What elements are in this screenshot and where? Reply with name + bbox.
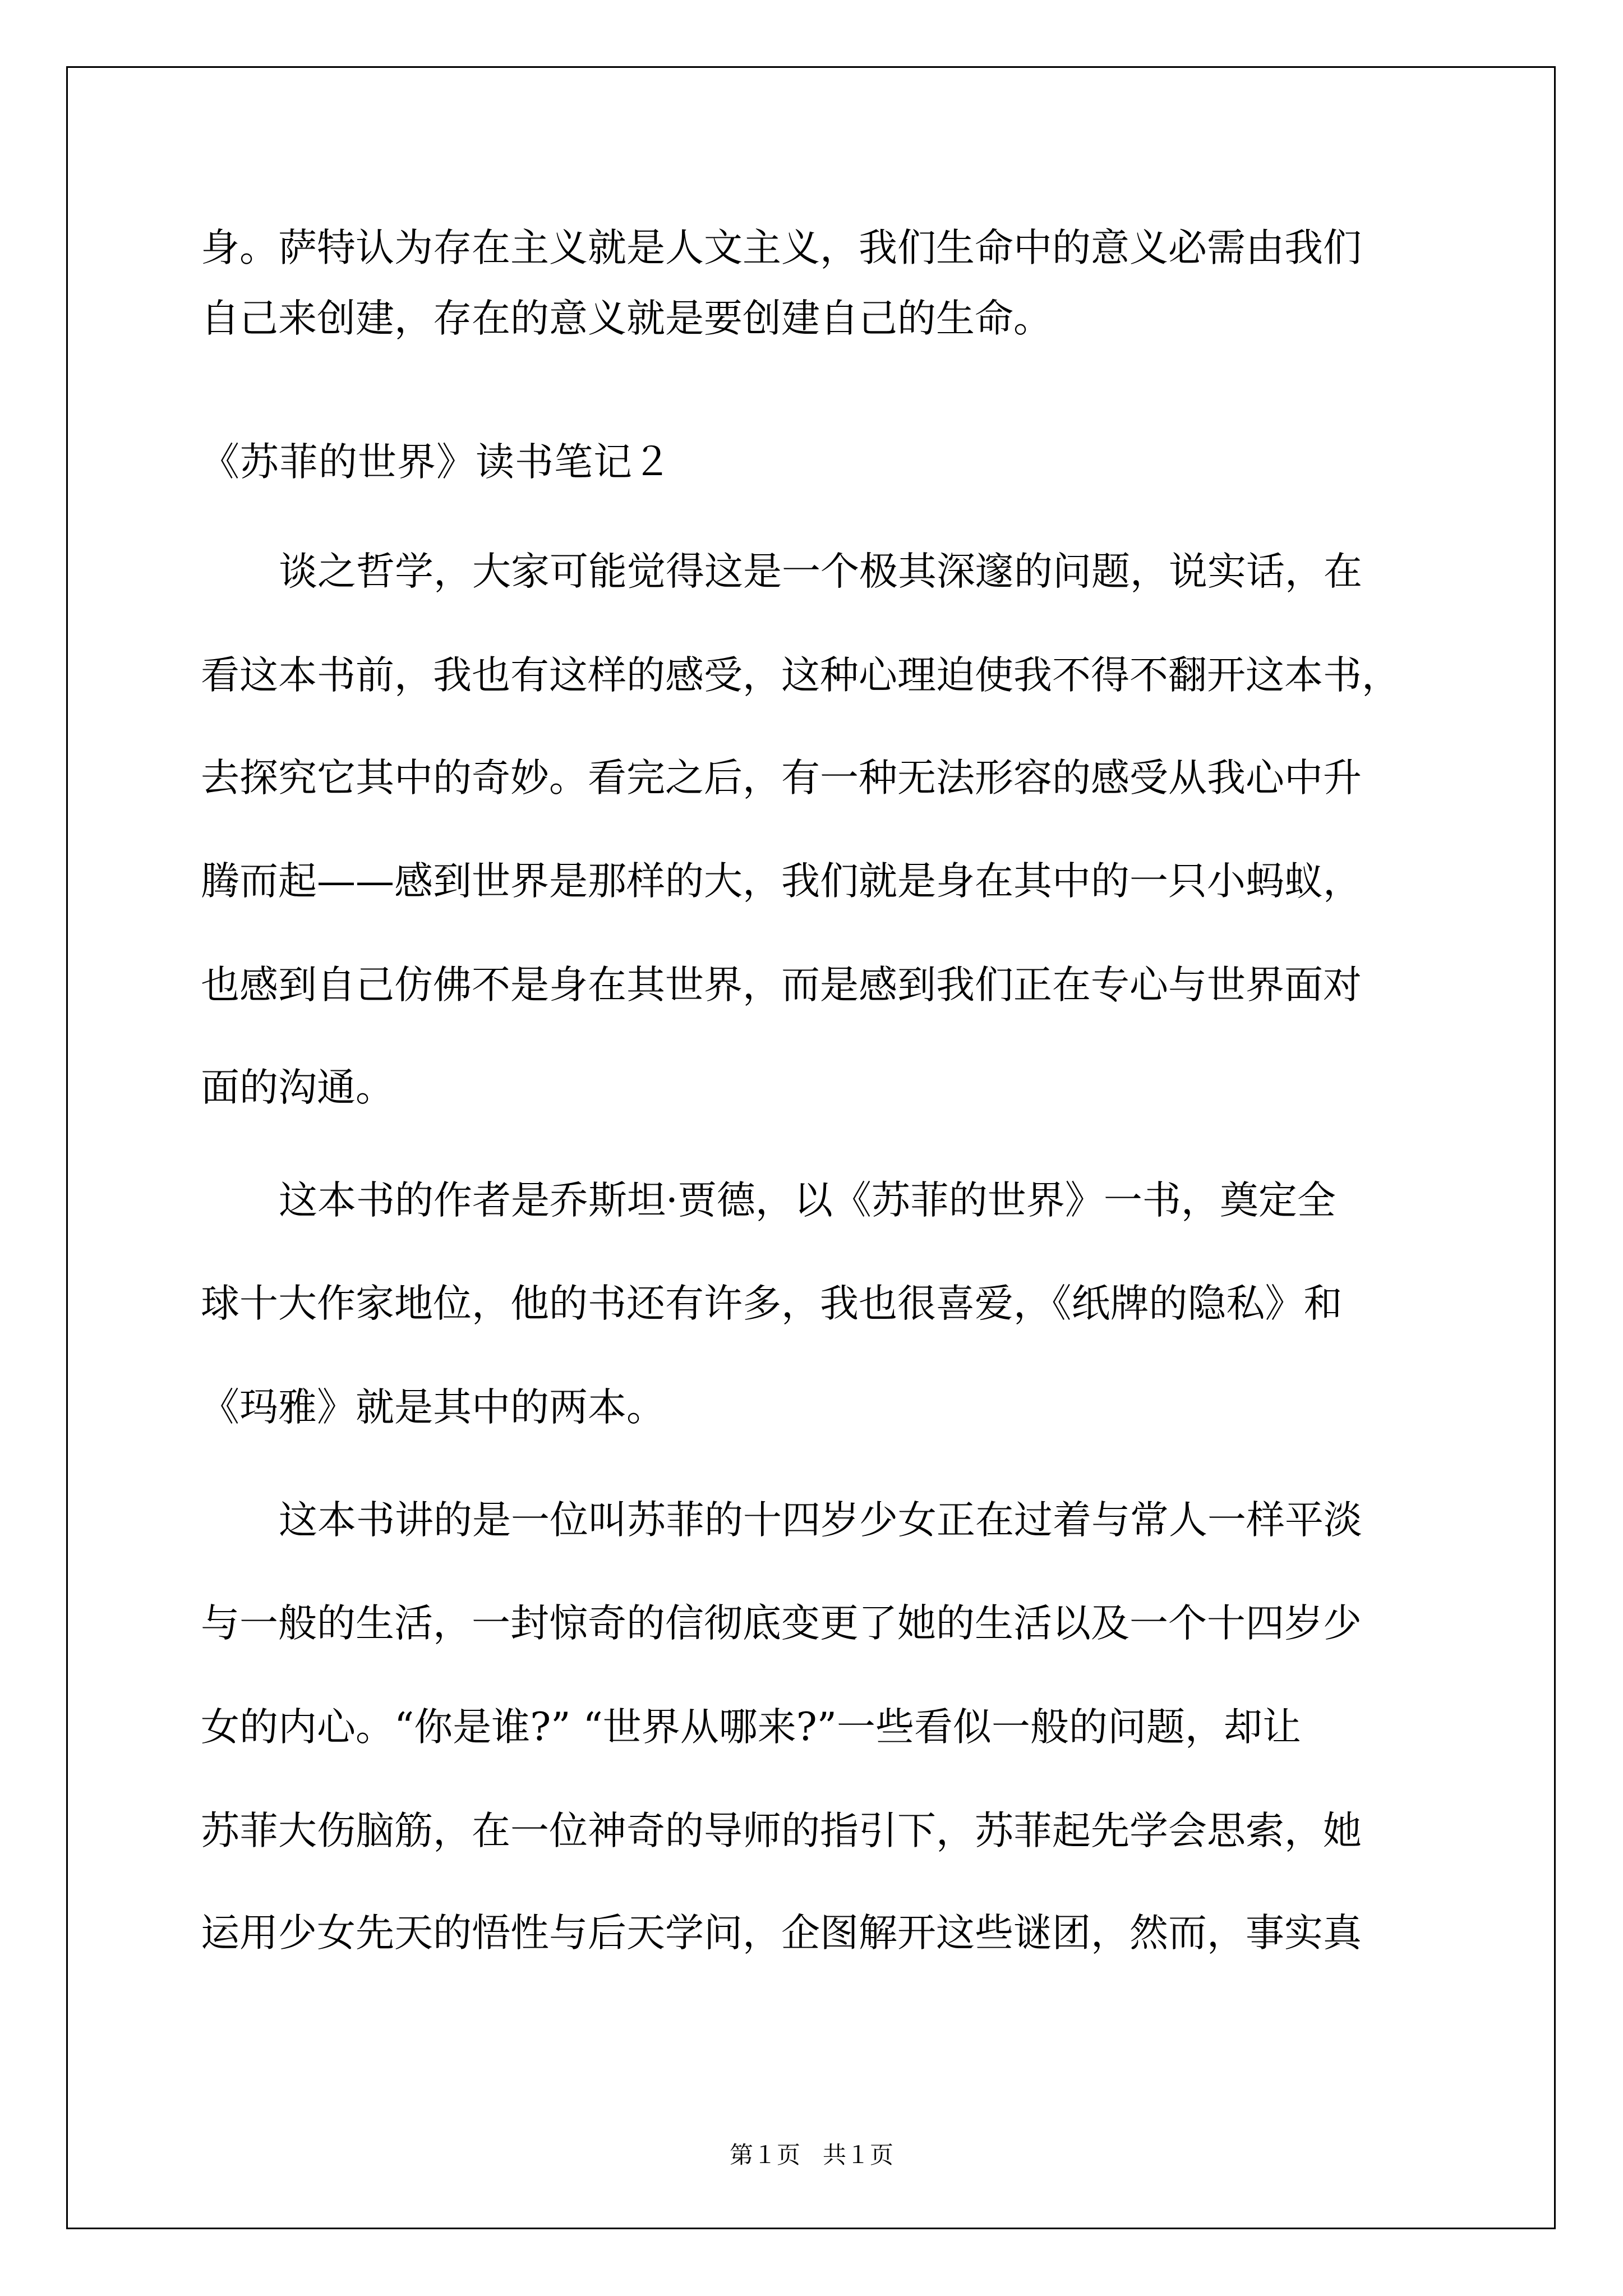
body-line: 《玛雅》就是其中的两本。 (201, 1385, 665, 1430)
body-line: 与一般的生活，一封惊奇的信彻底变更了她的生活以及一个十四岁少 (201, 1601, 1362, 1646)
body-line: 去探究它其中的奇妙。看完之后，有一种无法形容的感受从我心中升 (201, 756, 1362, 800)
paragraph-first-line: 这本书讲的是一位叫苏菲的十四岁少女正在过着与常人一样平淡 (279, 1498, 1362, 1543)
body-line: 面的沟通。 (201, 1065, 394, 1110)
body-line: 球十大作家地位，他的书还有许多，我也很喜爱，《纸牌的隐私》和 (201, 1281, 1343, 1326)
paragraph-first-line: 这本书的作者是乔斯坦·贾德，以《苏菲的世界》一书，奠定全 (279, 1178, 1336, 1223)
body-line: 运用少女先天的悟性与后天学问，企图解开这些谜团，然而，事实真 (201, 1911, 1362, 1955)
body-line: 女的内心。“你是谁?” “世界从哪来?”一些看似一般的问题，却让 (201, 1705, 1302, 1750)
body-line: 身。萨特认为存在主义就是人文主义，我们生命中的意义必需由我们 (201, 226, 1362, 270)
paragraph-first-line: 谈之哲学，大家可能觉得这是一个极其深邃的问题，说实话，在 (279, 549, 1362, 594)
body-line: 自己来创建，存在的意义就是要创建自己的生命。 (201, 296, 1052, 341)
section-heading: 《苏菲的世界》读书笔记２ (201, 440, 672, 485)
body-line: 也感到自己仿佛不是身在其世界，而是感到我们正在专心与世界面对 (201, 963, 1362, 1007)
page-border (66, 66, 1556, 2229)
body-line: 腾而起——感到世界是那样的大，我们就是身在其中的一只小蚂蚁， (201, 859, 1362, 904)
body-line: 苏菲大伤脑筋，在一位神奇的导师的指引下，苏菲起先学会思索，她 (201, 1809, 1362, 1853)
page-number: 第１页 共１页 (729, 2141, 894, 2169)
body-line: 看这本书前，我也有这样的感受，这种心理迫使我不得不翻开这本书， (201, 653, 1400, 698)
